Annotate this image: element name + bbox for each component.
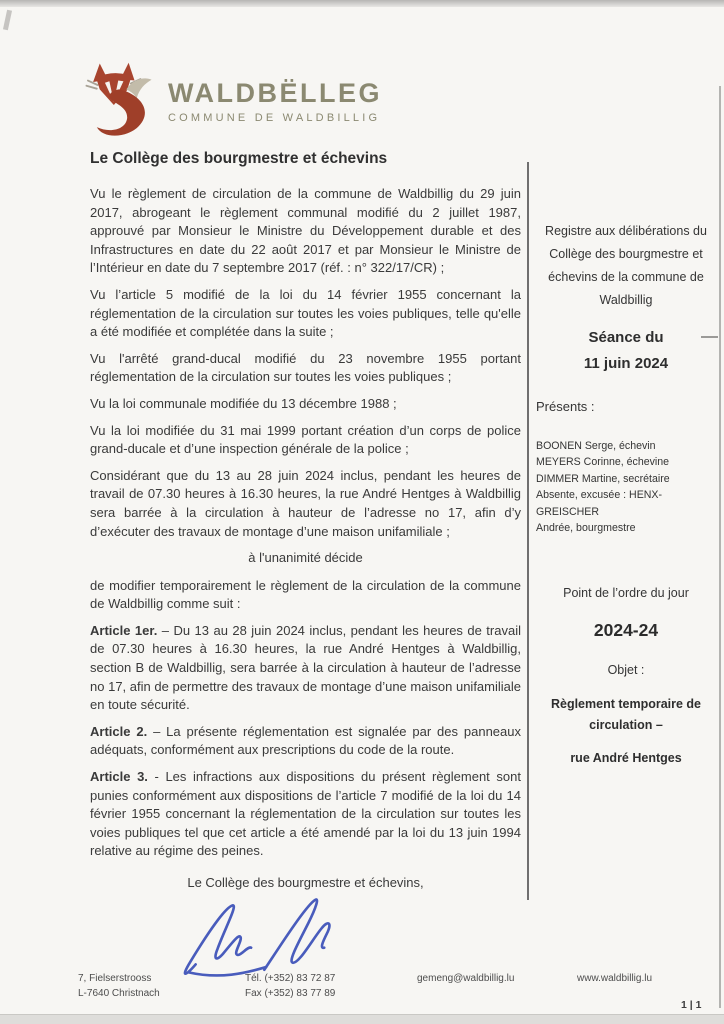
document-body	[90, 150, 521, 989]
recital-paragraph: Vu l’article 5 modifié de la loi du 14 février 1955 concernant la réglementation de la circulation sur toutes les voies publiques, telle qu'elle a été modifiée et complétée dans la suite ;	[90, 286, 521, 340]
footer-phone	[245, 972, 417, 1001]
footer-website: www.waldbillig.lu	[577, 973, 653, 984]
fox-logo-icon	[82, 56, 156, 148]
considerant-paragraph: Considérant que du 13 au 28 juin 2024 inclus, pendant les heures de travail de 07.30 heures à 16.30 heures, la rue André Hentges à Waldbillig sera barrée à la circulation à hauteur de l’adresse no 17, afin d’y d’exécuter des travaux de montage d’une maison unifamiliale ;	[90, 467, 521, 539]
session-date-line1: Séance du	[588, 329, 664, 346]
column-divider-line	[527, 162, 529, 900]
article-3	[90, 768, 521, 861]
article-3-text: - Les infractions aux dispositions du présent règlement sont punies conformément aux dispositions de l’article 7 modifié de la loi du 14 février 1955 concernant la réglementation de la circulation sur toutes les voies publiques tel que cet article a été amendé par la loi du 13 juin 1994 relative au régime des peines.	[90, 769, 521, 859]
letterhead-footer	[78, 972, 698, 1001]
session-date	[533, 325, 719, 377]
object-label: Objet :	[607, 663, 645, 678]
scan-edge-bottom	[0, 1014, 724, 1024]
footer-address-line1: 7, Fielserstrooss	[78, 973, 152, 984]
logo-subtitle: COMMUNE DE WALDBILLIG	[168, 112, 381, 124]
article-1-text: – Du 13 au 28 juin 2024 inclus, pendant les heures de travail de 07.30 heures à 16.30 heures, la rue André Hentges à Waldbillig, section B de Waldbillig, sera barrée à la circulation à hauteur de l’adresse no 17, afin de permettre des travaux de montage d’une maison unifamiliale en toute sécurité.	[90, 622, 521, 713]
agenda-item-label: Point de l’ordre du jour	[563, 586, 689, 601]
unanimity-line: à l'unanimité décide	[248, 550, 363, 566]
recital-paragraph: Vu la loi communale modifiée du 13 décembre 1988 ;	[90, 395, 397, 411]
presents-label: Présents :	[536, 399, 595, 414]
page-number: 1 | 1	[681, 999, 702, 1011]
article-1	[90, 622, 521, 715]
attendee-row: BOONEN Serge, échevin	[536, 440, 656, 452]
footer-fax: Fax (+352) 83 77 89	[245, 987, 336, 999]
article-2	[90, 723, 521, 760]
attendee-list	[533, 438, 719, 536]
closing-line: Le Collège des bourgmestre et échevins,	[187, 875, 424, 890]
footer-email: gemeng@waldbillig.lu	[417, 973, 515, 984]
modify-paragraph: de modifier temporairement le règlement de la circulation de la commune de Waldbillig comme suit :	[90, 577, 521, 612]
agenda-item-number: 2024-24	[593, 620, 659, 641]
article-2-text: – La présente réglementation est signalée par des panneaux adéquats, conformément aux prescriptions du code de la route.	[90, 723, 521, 758]
attendee-row: MEYERS Corinne, échevine	[536, 456, 670, 469]
session-date-line2: 11 juin 2024	[583, 355, 669, 372]
scan-corner-mark	[3, 10, 12, 31]
recital-paragraph: Vu l'arrêté grand-ducal modifié du 23 novembre 1955 portant réglementation de la circulation sur toutes les voies publiques ;	[90, 350, 521, 385]
logo-wordmark: WALDBËLLEG	[168, 78, 382, 108]
attendee-row: Andrée, bourgmestre	[536, 522, 636, 535]
article-1-label: Article 1er.	[90, 622, 158, 638]
article-2-label: Article 2.	[90, 723, 148, 739]
recital-paragraph: Vu la loi modifiée du 31 mai 1999 portant création d’un corps de police grand-ducale et d’une inspection générale de la police ;	[90, 422, 521, 457]
footer-address-line2: L-7640 Christnach	[78, 987, 160, 999]
object-street: rue André Hentges	[570, 751, 682, 766]
register-text: Registre aux délibérations du Collège des bourgmestre et échevins de la commune de Waldbillig	[545, 224, 707, 307]
scan-edge-right	[719, 86, 721, 1008]
commune-logo	[82, 56, 382, 148]
recital-paragraph: Vu le règlement de circulation de la commune de Waldbillig du 29 juin 2017, abrogeant le règlement communal modifié du 2 juillet 1987, approuvé par Monsieur le Ministre du Développement durable et des Infrastructures en date du 22 août 2017 et par Monsieur le Ministre de l’Intérieur en date du 7 septembre 2017 (réf. : n° 322/17/CR) ;	[90, 186, 521, 276]
footer-tel: Tél. (+352) 83 72 87	[245, 973, 336, 984]
footer-address	[78, 972, 245, 1001]
scan-edge-top	[0, 0, 724, 7]
document-heading: Le Collège des bourgmestre et échevins	[90, 150, 388, 167]
logo-text-block	[168, 80, 382, 124]
deliberation-sidebar	[533, 220, 719, 765]
object-title: Règlement temporaire de circulation –	[550, 697, 702, 733]
attendee-row: Absente, excusée : HENX-GREISCHER	[536, 489, 663, 518]
attendee-row: DIMMER Martine, secrétaire	[536, 472, 670, 485]
article-3-label: Article 3.	[90, 769, 148, 785]
